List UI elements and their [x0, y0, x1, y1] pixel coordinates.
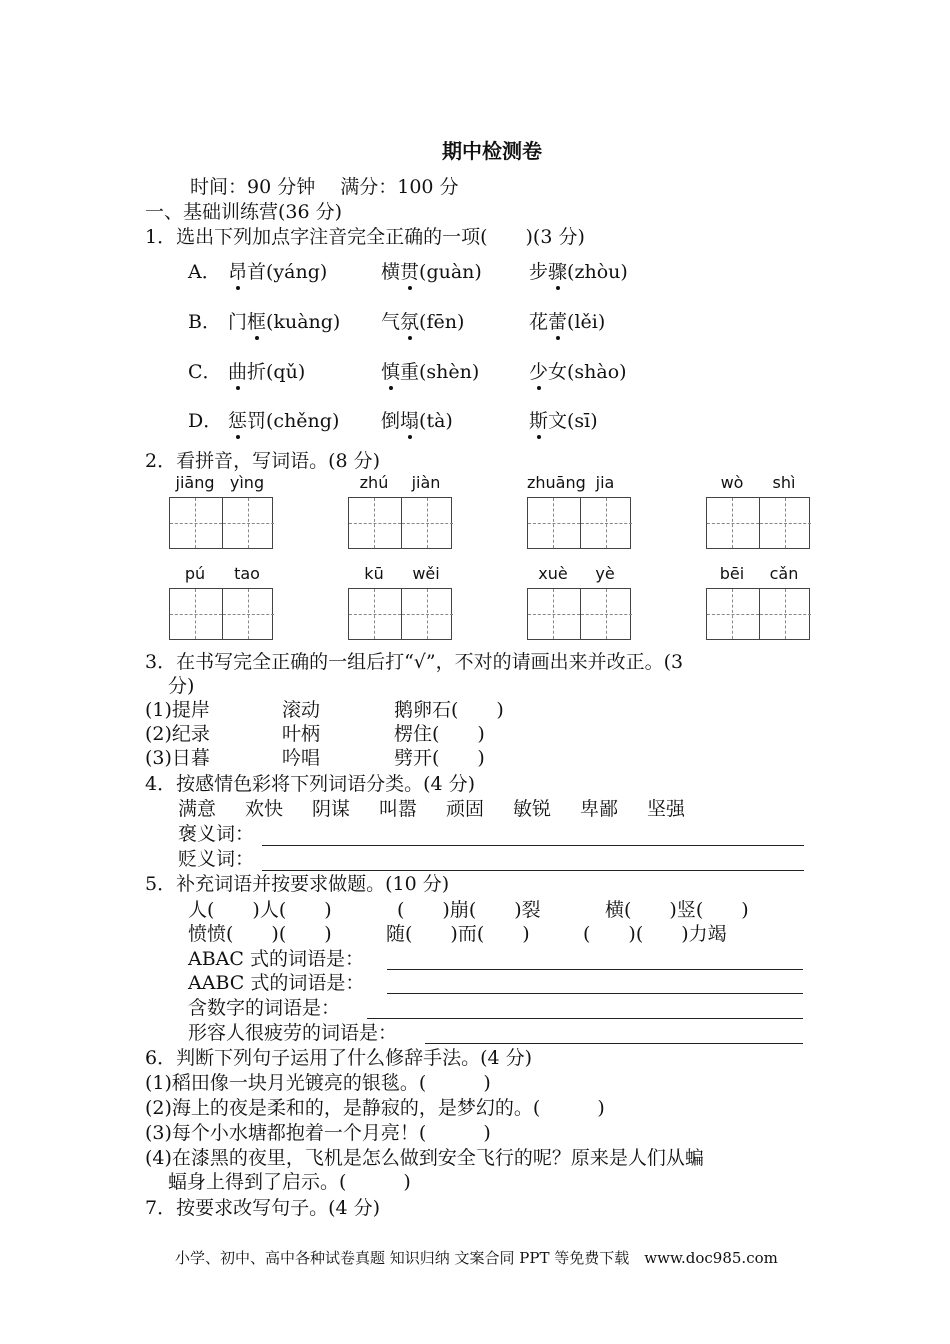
page-footer: 小学、初中、高中各种试卷真题 知识归纳 文案合同 PPT 等免费下载 www.doc985.com — [175, 1249, 778, 1267]
option-item — [228, 360, 305, 384]
option-text-pre: 倒 — [381, 410, 401, 432]
question-1-stem: 1．选出下列加点字注音完全正确的一项( )(3 分) — [145, 226, 585, 248]
grid-cell[interactable] — [528, 498, 580, 548]
word-item: 欢快 — [245, 798, 284, 820]
sentence-item: (3)每个小水塘都抱着一个月亮！( ) — [145, 1122, 491, 1144]
option-item — [381, 360, 479, 384]
option-text-pre: 气 — [381, 311, 401, 333]
idiom-blank[interactable]: ( )崩( )裂 — [397, 899, 541, 921]
grid-guide-horizontal — [402, 523, 453, 524]
word-cell: 叶柄 — [282, 723, 321, 745]
grid-cell[interactable] — [349, 498, 401, 548]
dotted-character: 骤 — [548, 261, 568, 283]
sentence-item: 蝠身上得到了启示。( ) — [168, 1171, 411, 1193]
grid-guide-horizontal — [528, 614, 580, 615]
option-text-pre: 门 — [228, 311, 248, 333]
word-item: 坚强 — [647, 798, 686, 820]
word-cell[interactable]: 鹅卵石( ) — [394, 699, 504, 721]
grid-guide-horizontal — [760, 523, 811, 524]
option-item — [381, 260, 482, 284]
option-text-post: 女(shào) — [548, 361, 627, 383]
option-label: A． — [188, 261, 221, 283]
grid-cell[interactable] — [759, 589, 811, 639]
dotted-character: 塌 — [400, 410, 420, 432]
dotted-character: 慎 — [381, 361, 401, 383]
word-item: 叫嚣 — [379, 798, 418, 820]
dotted-character: 少 — [529, 361, 549, 383]
option-item — [381, 409, 453, 433]
option-text-post: (lěi) — [567, 311, 606, 333]
pinyin-label: shì — [772, 473, 796, 492]
word-item: 阴谋 — [312, 798, 351, 820]
pinyin-label: zhú — [359, 473, 389, 492]
pinyin-label: jiàn — [411, 473, 441, 492]
grid-guide-horizontal — [707, 614, 759, 615]
grid-guide-horizontal — [402, 614, 453, 615]
grid-cell[interactable] — [349, 589, 401, 639]
grid-guide-horizontal — [223, 523, 274, 524]
derogatory-answer-line[interactable] — [262, 870, 804, 871]
grid-cell[interactable] — [707, 498, 759, 548]
pinyin-label: wěi — [412, 564, 440, 583]
option-text-post: (fēn) — [419, 311, 465, 333]
option-item — [228, 409, 339, 433]
option-label: D． — [188, 410, 223, 432]
praise-label: 褒义词： — [178, 823, 255, 845]
pinyin-label: zhuāng — [527, 473, 586, 492]
option-text-post: 文(sī) — [548, 410, 598, 432]
grid-cell[interactable] — [170, 498, 222, 548]
option-label: C． — [188, 361, 222, 383]
option-item — [381, 310, 464, 334]
idiom-blank[interactable]: 随( )而( ) — [386, 923, 530, 945]
page-title: 期中检测卷 — [442, 139, 542, 163]
word-cell[interactable]: 劈开( ) — [394, 747, 485, 769]
dotted-character: 贯 — [400, 261, 420, 283]
grid-guide-horizontal — [349, 523, 401, 524]
grid-guide-horizontal — [349, 614, 401, 615]
word-cell: (1)提岸 — [145, 699, 210, 721]
option-item — [228, 310, 340, 334]
pinyin-label: pú — [184, 564, 206, 583]
answer-line[interactable] — [367, 1018, 803, 1019]
grid-guide-horizontal — [170, 523, 222, 524]
answer-line[interactable] — [425, 1043, 803, 1044]
option-item — [529, 260, 628, 284]
option-text-pre: 步 — [529, 261, 549, 283]
pinyin-label: cǎn — [769, 564, 799, 583]
tianzi-grid[interactable] — [348, 588, 452, 640]
option-item — [228, 260, 327, 284]
grid-cell[interactable] — [580, 589, 632, 639]
word-cell: (3)日暮 — [145, 747, 210, 769]
tianzi-grid[interactable] — [527, 497, 631, 549]
sentence-item: (4)在漆黑的夜里，飞机是怎么做到安全飞行的呢？原来是人们从蝙 — [145, 1147, 704, 1169]
word-item: 顽固 — [446, 798, 485, 820]
answer-line[interactable] — [387, 969, 803, 970]
grid-cell[interactable] — [401, 589, 453, 639]
question-5-stem: 5．补充词语并按要求做题。(10 分) — [145, 873, 450, 895]
grid-guide-horizontal — [223, 614, 274, 615]
option-text-post: 首(yáng) — [247, 261, 328, 283]
pinyin-label: bēi — [719, 564, 745, 583]
praise-answer-line[interactable] — [262, 845, 804, 846]
dotted-character: 曲 — [228, 361, 248, 383]
pinyin-label: yìng — [229, 473, 265, 492]
dotted-character: 斯 — [529, 410, 549, 432]
idiom-blank[interactable]: 愤愤( )( ) — [188, 923, 332, 945]
pinyin-label: wò — [720, 473, 744, 492]
section-heading: 一、基础训练营(36 分) — [145, 201, 343, 223]
sentence-item: (1)稻田像一块月光镀亮的银毯。( ) — [145, 1072, 491, 1094]
grid-cell[interactable] — [170, 589, 222, 639]
option-text-post: (guàn) — [419, 261, 482, 283]
word-item: 卑鄙 — [580, 798, 619, 820]
question-4-stem: 4．按感情色彩将下列词语分类。(4 分) — [145, 773, 476, 795]
idiom-blank[interactable]: 人( )人( ) — [188, 899, 332, 921]
word-cell: (2)纪录 — [145, 723, 210, 745]
question-6-stem: 6．判断下列句子运用了什么修辞手法。(4 分) — [145, 1047, 533, 1069]
grid-guide-horizontal — [581, 523, 632, 524]
option-text-post: 罚(chěng) — [247, 410, 340, 432]
grid-guide-horizontal — [707, 523, 759, 524]
grid-guide-horizontal — [528, 523, 580, 524]
answer-prompt: 形容人很疲劳的词语是： — [188, 1022, 398, 1044]
grid-guide-horizontal — [170, 614, 222, 615]
dotted-character: 惩 — [228, 410, 248, 432]
option-text-post: (tà) — [419, 410, 453, 432]
answer-line[interactable] — [387, 993, 803, 994]
pinyin-label: jiāng — [175, 473, 215, 492]
option-text-pre: 花 — [529, 311, 549, 333]
question-2-stem: 2．看拼音，写词语。(8 分) — [145, 450, 381, 472]
pinyin-label: jia — [595, 473, 615, 492]
dotted-character: 昂 — [228, 261, 248, 283]
exam-meta: 时间：90 分钟 满分：100 分 — [190, 176, 459, 198]
pinyin-label: yè — [595, 564, 615, 583]
option-item — [529, 310, 605, 334]
grid-cell[interactable] — [401, 498, 453, 548]
option-item — [529, 360, 627, 384]
grid-guide-horizontal — [760, 614, 811, 615]
tianzi-grid[interactable] — [706, 497, 810, 549]
grid-cell[interactable] — [707, 589, 759, 639]
word-cell: 吟唱 — [282, 747, 321, 769]
option-text-post: (zhòu) — [567, 261, 628, 283]
option-item — [529, 409, 598, 433]
word-cell[interactable]: 楞住( ) — [394, 723, 485, 745]
option-label: B． — [188, 311, 221, 333]
idiom-blank[interactable]: ( )( )力竭 — [583, 923, 727, 945]
question-3-stem-cont: 分) — [168, 675, 195, 697]
grid-cell[interactable] — [222, 498, 274, 548]
grid-cell[interactable] — [222, 589, 274, 639]
grid-cell[interactable] — [759, 498, 811, 548]
dotted-character: 氛 — [400, 311, 420, 333]
option-text-pre: 横 — [381, 261, 401, 283]
pinyin-label: xuè — [538, 564, 568, 583]
answer-prompt: ABAC 式的词语是： — [188, 948, 364, 970]
derogatory-label: 贬义词： — [178, 848, 255, 870]
tianzi-grid[interactable] — [527, 588, 631, 640]
grid-cell[interactable] — [580, 498, 632, 548]
option-text-post: 折(qǔ) — [247, 361, 306, 383]
grid-guide-horizontal — [581, 614, 632, 615]
word-cell: 滚动 — [282, 699, 321, 721]
grid-cell[interactable] — [528, 589, 580, 639]
dotted-character: 框 — [247, 311, 267, 333]
question-3-stem: 3．在书写完全正确的一组后打“√”，不对的请画出来并改正。(3 — [145, 651, 684, 673]
word-item: 敏锐 — [513, 798, 552, 820]
pinyin-label: tao — [234, 564, 260, 583]
tianzi-grid[interactable] — [169, 497, 273, 549]
word-item: 满意 — [178, 798, 217, 820]
tianzi-grid[interactable] — [169, 588, 273, 640]
option-text-post: (kuàng) — [266, 311, 341, 333]
pinyin-label: kū — [364, 564, 384, 583]
tianzi-grid[interactable] — [706, 588, 810, 640]
answer-prompt: AABC 式的词语是： — [188, 972, 365, 994]
answer-prompt: 含数字的词语是： — [188, 997, 341, 1019]
idiom-blank[interactable]: 横( )竖( ) — [605, 899, 749, 921]
dotted-character: 蕾 — [548, 311, 568, 333]
option-text-post: 重(shèn) — [400, 361, 480, 383]
tianzi-grid[interactable] — [348, 497, 452, 549]
question-7-stem: 7．按要求改写句子。(4 分) — [145, 1197, 381, 1219]
sentence-item: (2)海上的夜是柔和的，是静寂的，是梦幻的。( ) — [145, 1097, 605, 1119]
